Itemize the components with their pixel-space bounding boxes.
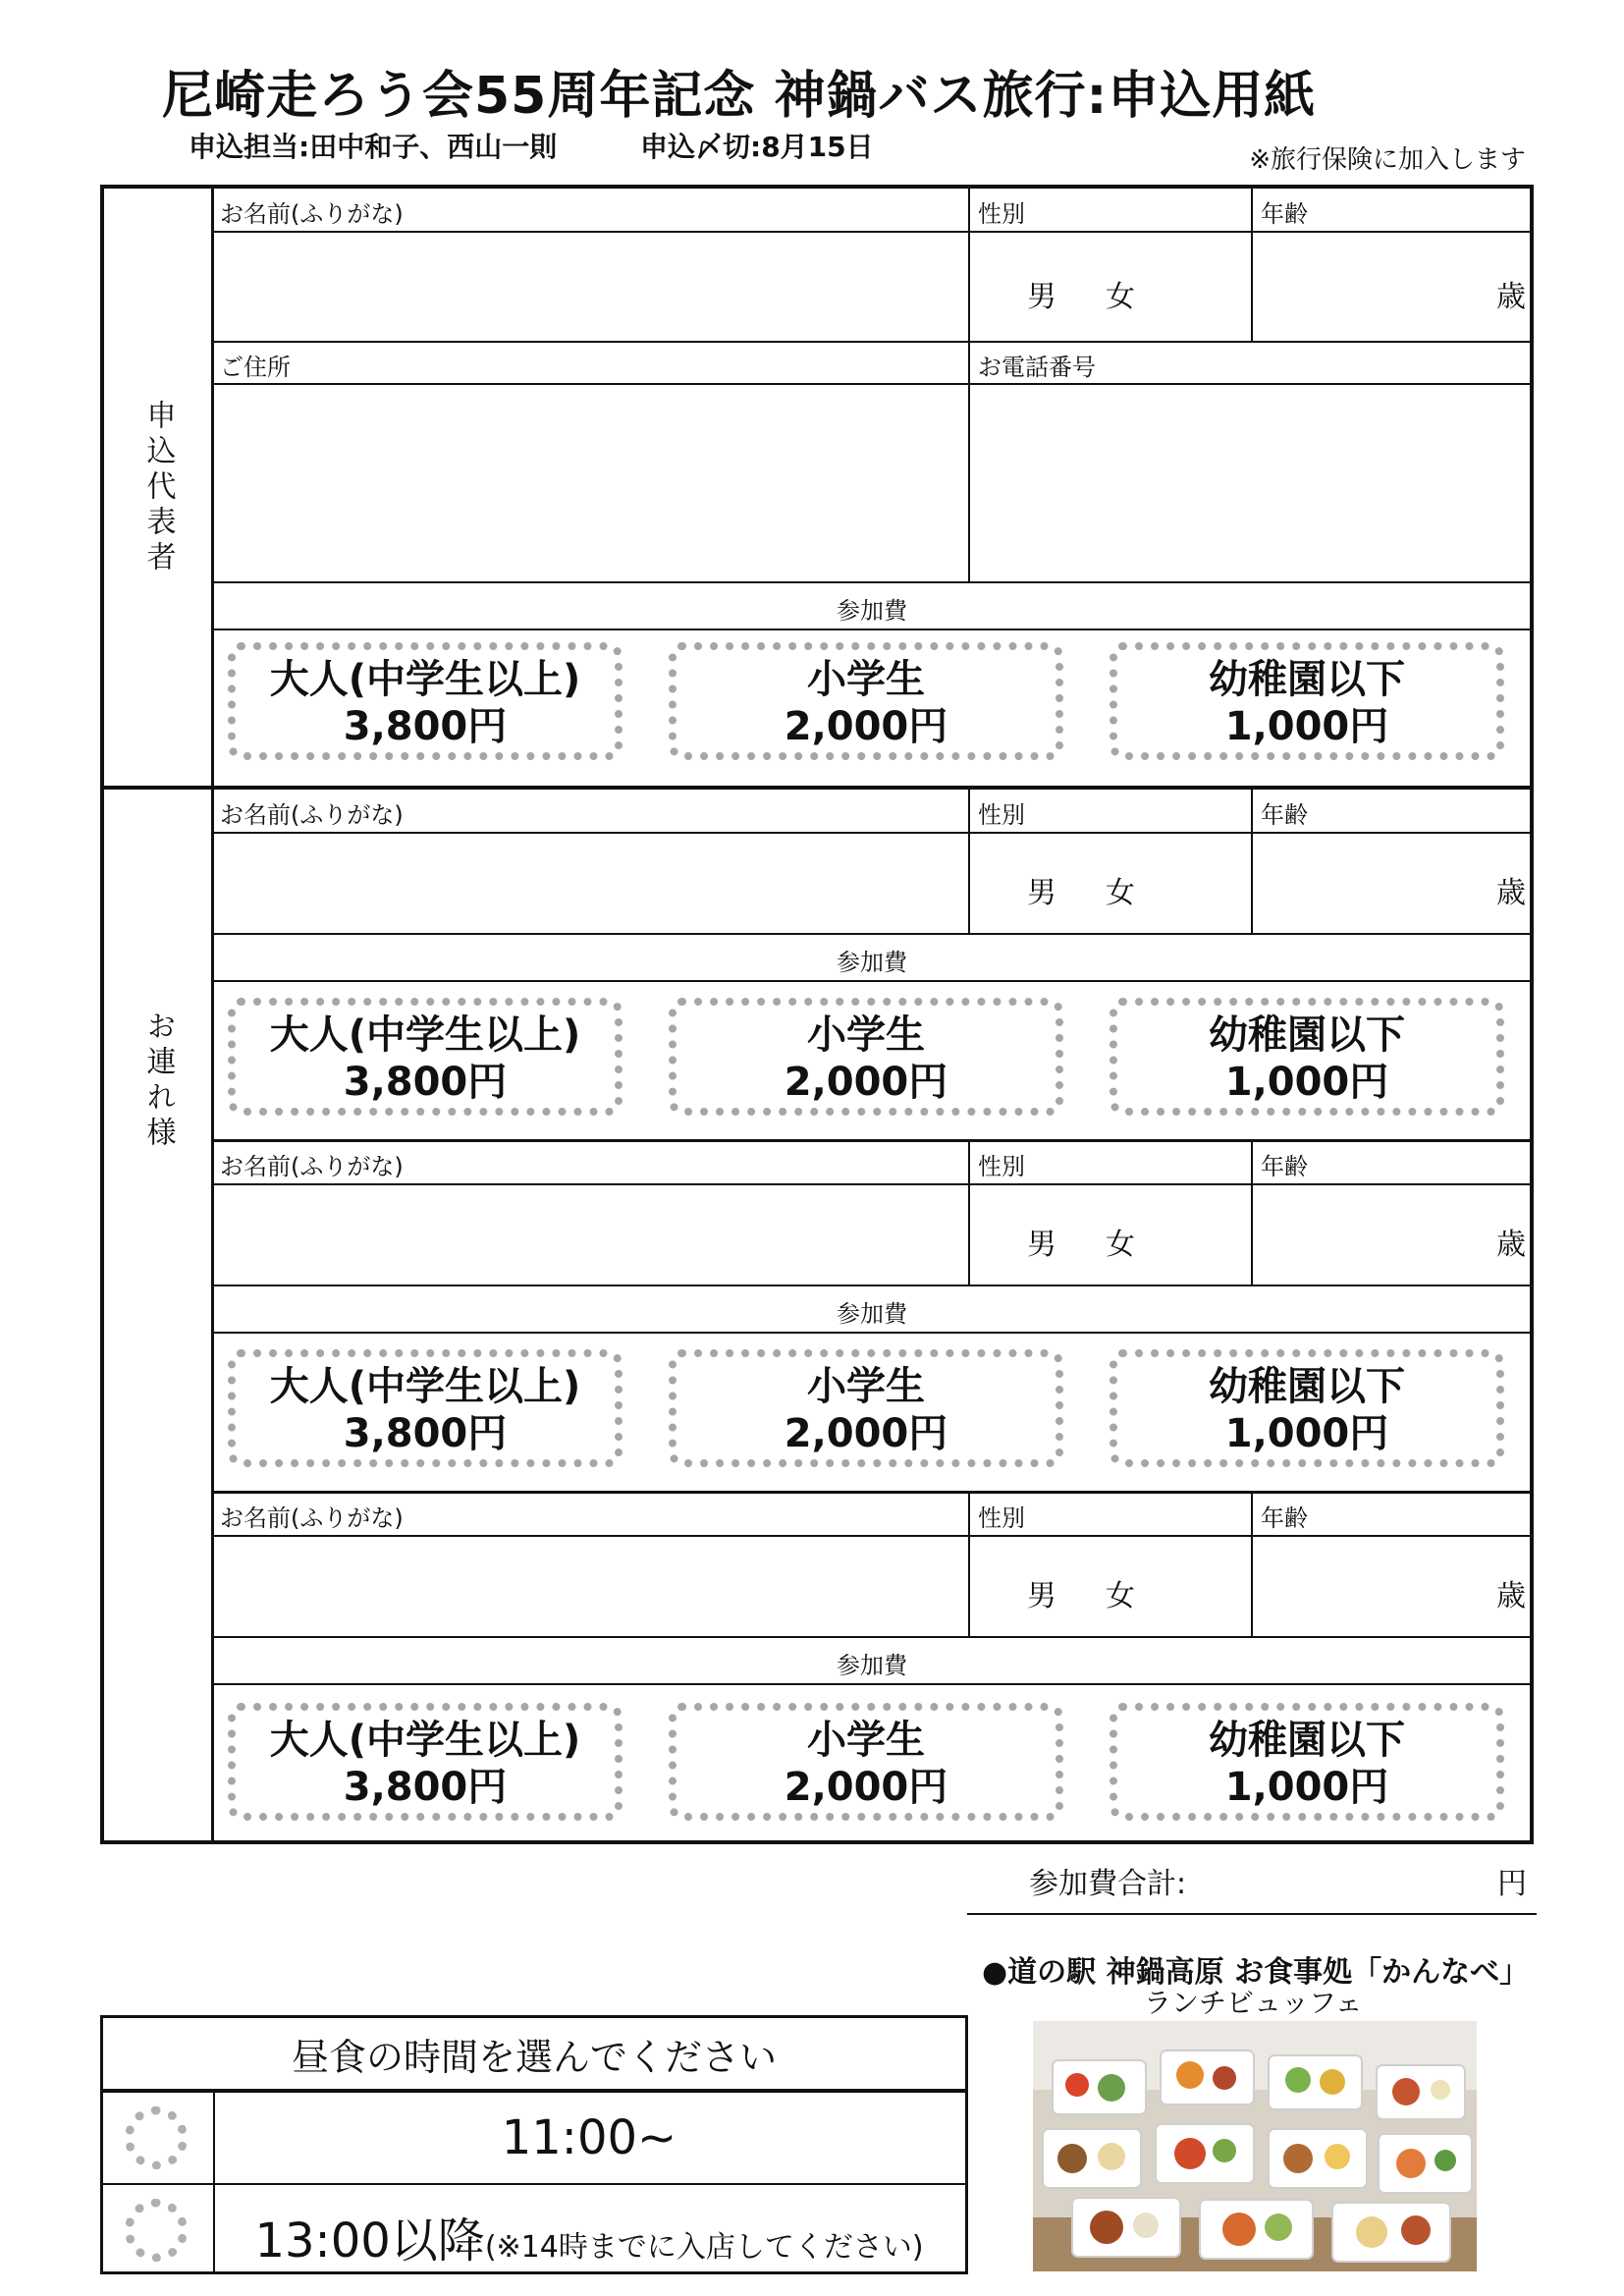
companion-age-label: 年齢 xyxy=(1261,1504,1308,1532)
fee-infant-option[interactable]: 幼稚園以下 1,000円 xyxy=(1110,1703,1504,1821)
rep-age-unit: 歳 xyxy=(1496,280,1526,314)
fee-child-option[interactable]: 小学生 2,000円 xyxy=(669,1703,1063,1821)
fee-heading: 参加費 xyxy=(837,949,907,976)
lunch-option-1300[interactable] xyxy=(103,2185,965,2273)
gender-female[interactable]: 女 xyxy=(1106,1579,1137,1613)
fee-child-option[interactable]: 小学生 2,000円 xyxy=(669,642,1063,760)
total-underline xyxy=(967,1913,1537,1915)
gender-female[interactable]: 女 xyxy=(1106,876,1137,910)
contact-person: 申込担当:田中和子、西山一則 xyxy=(189,131,558,163)
total-fee-label: 参加費合計: xyxy=(1029,1867,1187,1901)
companion-age-unit: 歳 xyxy=(1496,1228,1526,1262)
buffet-photo xyxy=(1033,2021,1477,2271)
companions-section-label: お連れ様 xyxy=(104,790,214,1844)
companion-age-unit: 歳 xyxy=(1496,876,1526,910)
address-field[interactable] xyxy=(214,385,968,581)
address-label: ご住所 xyxy=(220,354,291,381)
rep-age-field[interactable] xyxy=(1253,233,1489,331)
total-fee-field[interactable] xyxy=(1198,1851,1483,1905)
companion-name-field[interactable] xyxy=(214,1185,968,1282)
gender-female[interactable]: 女 xyxy=(1106,280,1137,314)
companion-name-label: お名前(ふりがな) xyxy=(220,1153,404,1180)
lunch-heading: 昼食の時間を選んでください xyxy=(103,2018,965,2093)
restaurant-name: ●道の駅 神鍋高原 お食事処「かんなべ」 xyxy=(982,1955,1530,1990)
gender-male[interactable]: 男 xyxy=(1027,1228,1058,1262)
fee-heading: 参加費 xyxy=(837,1652,907,1679)
lunch-option-2-note: (※14時までに入店してください) xyxy=(484,2230,924,2265)
companion-age-label: 年齢 xyxy=(1261,801,1308,829)
fee-adult-option[interactable]: 大人(中学生以上) 3,800円 xyxy=(228,1349,623,1467)
fee-child-option[interactable]: 小学生 2,000円 xyxy=(669,1349,1063,1467)
lunch-option-label xyxy=(213,2203,965,2270)
companion-gender-label: 性別 xyxy=(978,1153,1025,1180)
total-fee-unit: 円 xyxy=(1497,1867,1527,1901)
restaurant-subtitle: ランチビュッフェ xyxy=(1144,1987,1363,2019)
companion-age-unit: 歳 xyxy=(1496,1579,1526,1613)
companion-gender-options[interactable] xyxy=(1027,868,1137,911)
lunch-option-2-time: 13:00以降 xyxy=(254,2214,485,2269)
lunch-option-1100[interactable] xyxy=(103,2093,965,2185)
page-title: 尼崎走ろう会55周年記念 神鍋バス旅行:申込用紙 xyxy=(162,67,1317,126)
companion-age-label: 年齢 xyxy=(1261,1153,1308,1180)
rep-gender-options[interactable] xyxy=(1027,272,1137,315)
fee-infant-option[interactable]: 幼稚園以下 1,000円 xyxy=(1110,642,1504,760)
rep-name-field[interactable] xyxy=(214,233,968,331)
application-form xyxy=(100,185,1534,1844)
fee-infant-option[interactable]: 幼稚園以下 1,000円 xyxy=(1110,998,1504,1116)
lunch-checkbox-1100[interactable] xyxy=(125,2106,188,2169)
fee-adult-option[interactable]: 大人(中学生以上) 3,800円 xyxy=(228,998,623,1116)
phone-field[interactable] xyxy=(970,385,1530,581)
companion-name-label: お名前(ふりがな) xyxy=(220,801,404,829)
insurance-note: ※旅行保険に加入します xyxy=(1249,145,1526,175)
fee-adult-option[interactable]: 大人(中学生以上) 3,800円 xyxy=(228,642,623,760)
phone-label: お電話番号 xyxy=(978,354,1096,381)
lunch-option-label: 11:00~ xyxy=(501,2110,677,2165)
fee-infant-option[interactable]: 幼稚園以下 1,000円 xyxy=(1110,1349,1504,1467)
fee-heading: 参加費 xyxy=(837,1300,907,1328)
gender-male[interactable]: 男 xyxy=(1027,1579,1058,1613)
gender-female[interactable]: 女 xyxy=(1106,1228,1137,1262)
companion-gender-label: 性別 xyxy=(978,801,1025,829)
rep-gender-label: 性別 xyxy=(978,200,1025,228)
representative-section-label: 申込代表者 xyxy=(104,189,214,788)
fee-heading: 参加費 xyxy=(837,597,907,625)
companion-gender-label: 性別 xyxy=(978,1504,1025,1532)
lunch-time-selection xyxy=(100,2015,968,2274)
companion-name-field[interactable] xyxy=(214,834,968,930)
rep-age-label: 年齢 xyxy=(1261,200,1308,228)
fee-child-option[interactable]: 小学生 2,000円 xyxy=(669,998,1063,1116)
deadline: 申込〆切:8月15日 xyxy=(640,131,874,163)
gender-male[interactable]: 男 xyxy=(1027,876,1058,910)
companion-name-label: お名前(ふりがな) xyxy=(220,1504,404,1532)
lunch-checkbox-1300[interactable] xyxy=(125,2199,188,2262)
fee-adult-option[interactable]: 大人(中学生以上) 3,800円 xyxy=(228,1703,623,1821)
companion-gender-options[interactable] xyxy=(1027,1220,1137,1263)
companion-gender-options[interactable] xyxy=(1027,1571,1137,1614)
gender-male[interactable]: 男 xyxy=(1027,280,1058,314)
companion-name-field[interactable] xyxy=(214,1537,968,1633)
rep-name-label: お名前(ふりがな) xyxy=(220,200,404,228)
